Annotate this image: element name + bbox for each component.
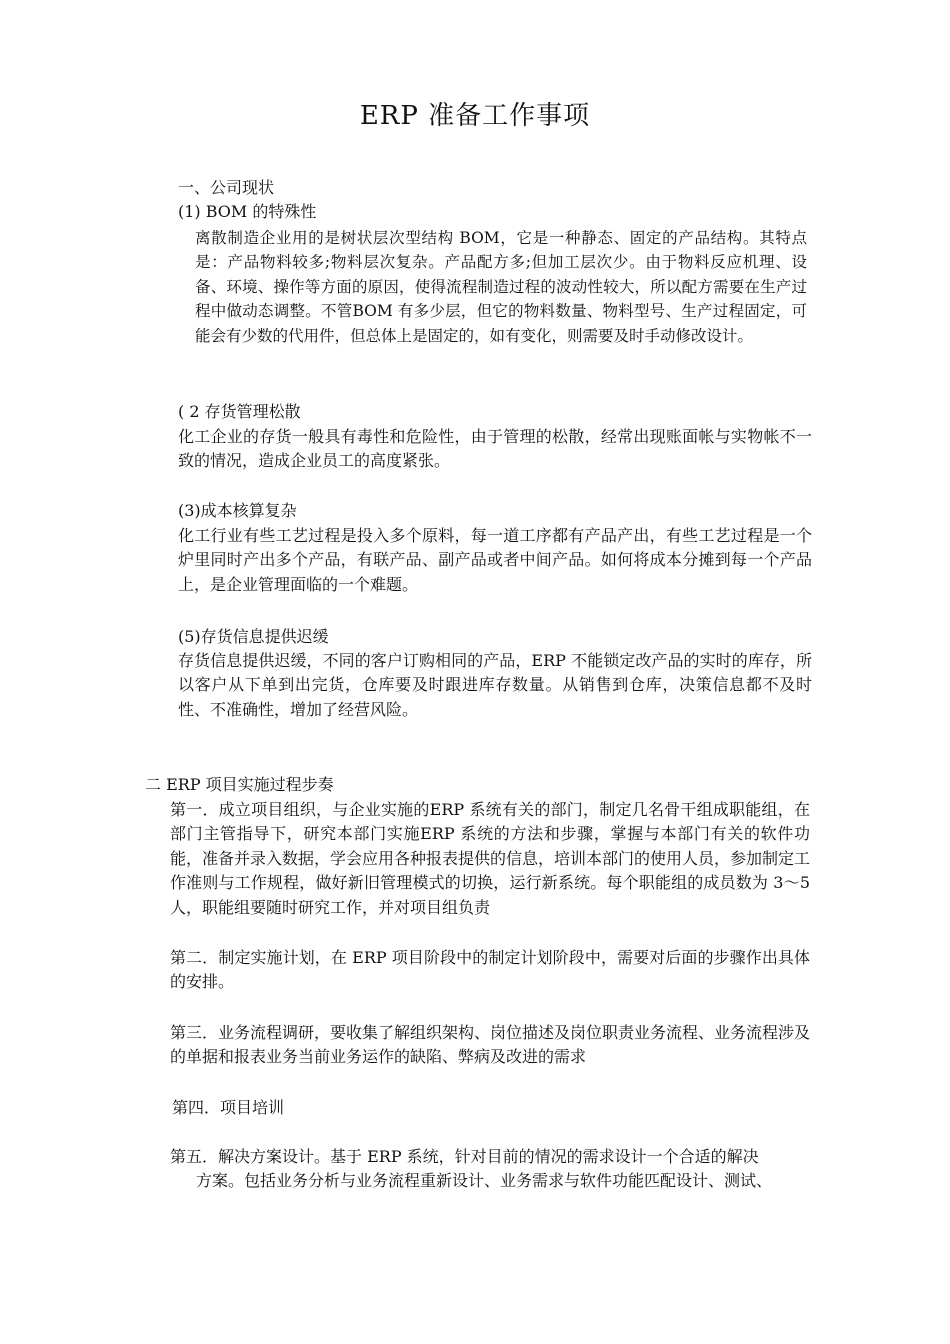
item2-heading: ( 2 存货管理松散 bbox=[178, 402, 301, 421]
step3-paragraph: 第三．业务流程调研，要收集了解组织架构、岗位描述及岗位职责业务流程、业务流程涉及的单据和报表业务当前业务运作的缺陷、弊病及改进的需求 bbox=[170, 1023, 811, 1067]
step4-paragraph: 第四．项目培训 bbox=[172, 1098, 285, 1117]
item3-paragraph: 化工行业有些工艺过程是投入多个原料，每一道工序都有产品产出，有些工艺过程是一个炉里同时产出多个产品，有联产品、副产品或者中间产品。如何将成本分摊到每一个产品上，是企业管理面临的一个难题。 bbox=[178, 526, 812, 594]
item3-heading: (3)成本核算复杂 bbox=[178, 501, 297, 520]
item5-heading: (5)存货信息提供迟缓 bbox=[178, 627, 329, 646]
step5-line2: 方案。包括业务分析与业务流程重新设计、业务需求与软件功能匹配设计、测试、 bbox=[196, 1171, 773, 1191]
section1-heading: 一、公司现状 bbox=[178, 178, 275, 197]
item2-paragraph: 化工企业的存货一般具有毒性和危险性，由于管理的松散，经常出现账面帐与实物帐不一致的情况，造成企业员工的高度紧张。 bbox=[178, 427, 812, 471]
item5-paragraph: 存货信息提供迟缓，不同的客户订购相同的产品，ERP 不能锁定改产品的实时的库存，所以客户从下单到出完货，仓库要及时跟进库存数量。从销售到仓库，决策信息都不及时性、不准确性，增加了经营风险。 bbox=[178, 651, 812, 719]
section2-heading: 二 ERP 项目实施过程步奏 bbox=[145, 775, 334, 794]
step2-paragraph: 第二．制定实施计划，在 ERP 项目阶段中的制定计划阶段中，需要对后面的步骤作出具体的安排。 bbox=[170, 948, 810, 992]
item1-paragraph: 离散制造企业用的是树状层次型结构 BOM，它是一种静态、固定的产品结构。其特点是：产品物料较多;物料层次复杂。产品配方多;但加工层次少。由于物料反应机理、设备、环境、操作等方面的原因，使得流程制造过程的波动性较大，所以配方需要在生产过程中做动态调整。不管BOM 有多少层，但它的物料数量、物料型号、生产过程固定，可能会有少数的代用件，但总体上是固定的，如有变化，则需要及时手动修改设计。 bbox=[195, 229, 807, 345]
item1-heading: (1) BOM 的特殊性 bbox=[178, 202, 317, 221]
step5-line1: 第五．解决方案设计。基于 ERP 系统，针对目前的情况的需求设计一个合适的解决 bbox=[170, 1147, 759, 1166]
document-title: ERP 准备工作事项 bbox=[359, 101, 591, 131]
step1-paragraph: 第一．成立项目组织，与企业实施的ERP 系统有关的部门，制定几名骨干组成职能组，在部门主管指导下，研究本部门实施ERP 系统的方法和步骤，掌握与本部门有关的软件功能，准备并录入数据，学会应用各种报表提供的信息，培训本部门的使用人员，参加制定工作准则与工作规程，做好新旧管理模式的切换，运行新系统。每个职能组的成员数为 3～5 人，职能组要随时研究工作，并对项目组负责 bbox=[170, 800, 811, 917]
step5-paragraph bbox=[170, 1145, 810, 1194]
